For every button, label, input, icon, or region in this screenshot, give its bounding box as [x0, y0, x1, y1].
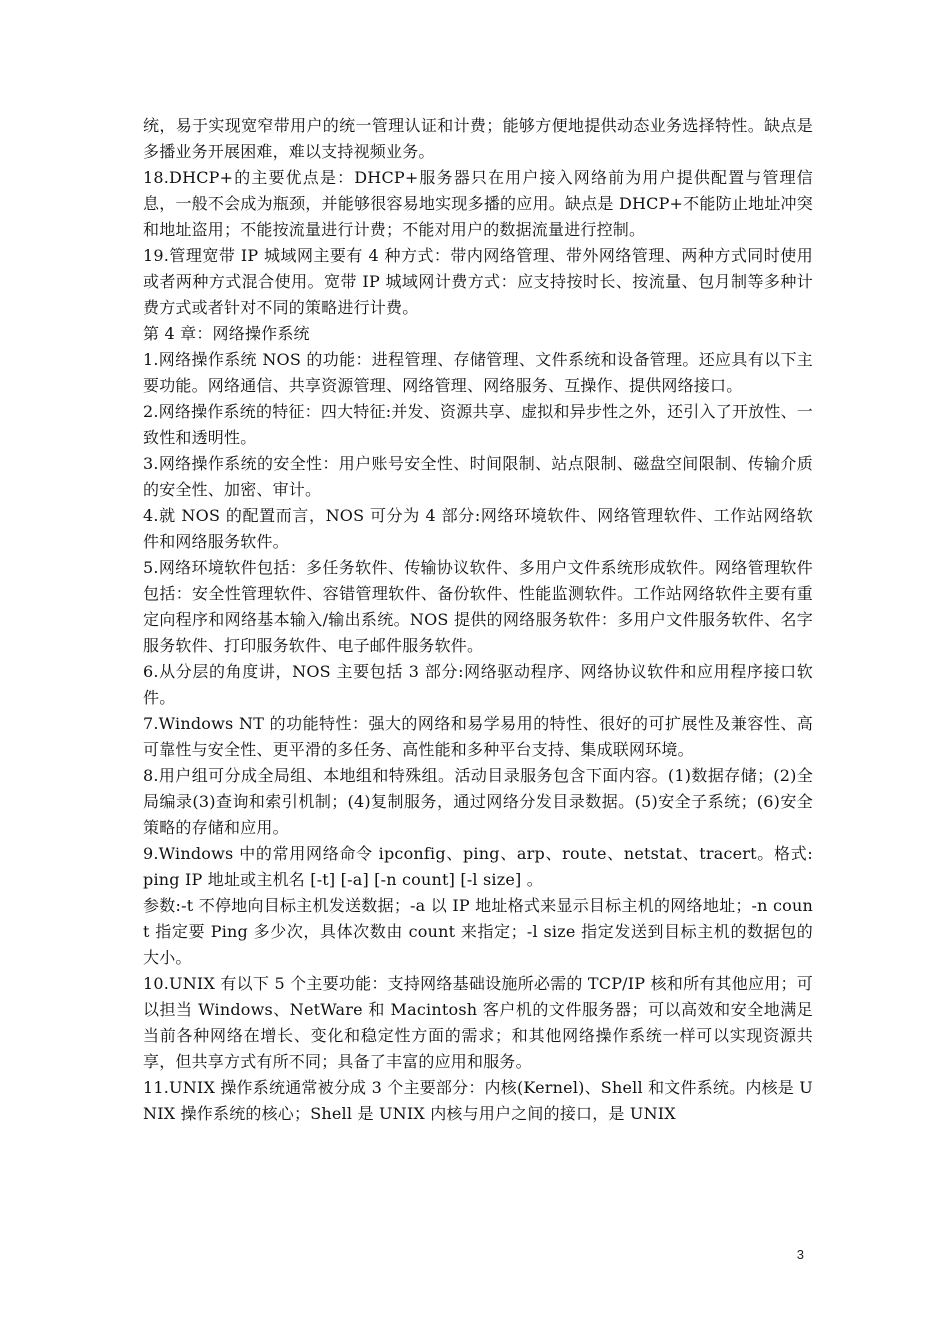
paragraph-8-user-groups: 8.用户组可分成全局组、本地组和特殊组。活动目录服务包含下面内容。(1)数据存储；(2)全局编录(3)查询和索引机制；(4)复制服务，通过网络分发目录数据。(5)安全子系统；(6)安全策略的存储和应用。 [143, 766, 813, 837]
paragraph-9-parameters: 参数:-t 不停地向目标主机发送数据；-a 以 IP 地址格式来显示目标主机的网络地址；-n count 指定要 Ping 多少次，具体次数由 count 来指定；-l size 指定发送到目标主机的数据包的大小。 [143, 896, 813, 967]
paragraph-5-software: 5.网络环境软件包括：多任务软件、传输协议软件、多用户文件系统形成软件。网络管理软件包括：安全性管理软件、容错管理软件、备份软件、性能监测软件。工作站网络软件主要有重定向程序和网络基本输入/输出系统。NOS 提供的网络服务软件：多用户文件服务软件、名字服务软件、打印服务软件、电子邮件服务软件。 [143, 558, 813, 655]
paragraph-1-nos-functions: 1.网络操作系统 NOS 的功能：进程管理、存储管理、文件系统和设备管理。还应具有以下主要功能。网络通信、共享资源管理、网络管理、网络服务、互操作、提供网络接口。 [143, 350, 813, 395]
page-number: 3 [796, 1247, 804, 1262]
paragraph-4-nos-config: 4.就 NOS 的配置而言，NOS 可分为 4 部分:网络环境软件、网络管理软件、工作站网络软件和网络服务软件。 [143, 506, 813, 551]
paragraph-18-dhcp: 18.DHCP+的主要优点是：DHCP+服务器只在用户接入网络前为用户提供配置与管理信息，一般不会成为瓶颈，并能够很容易地实现多播的应用。缺点是 DHCP+不能防止地址冲突和地址盗用；不能按流量进行计费；不能对用户的数据流量进行控制。 [143, 168, 813, 239]
paragraph-2-nos-features: 2.网络操作系统的特征：四大特征:并发、资源共享、虚拟和异步性之外，还引入了开放性、一致性和透明性。 [143, 402, 813, 447]
paragraph-6-layers: 6.从分层的角度讲，NOS 主要包括 3 部分:网络驱动程序、网络协议软件和应用程序接口软件。 [143, 662, 813, 707]
paragraph-continuation: 统，易于实现宽窄带用户的统一管理认证和计费；能够方便地提供动态业务选择特性。缺点是多播业务开展困难，难以支持视频业务。 [143, 116, 813, 161]
paragraph-3-nos-security: 3.网络操作系统的安全性：用户账号安全性、时间限制、站点限制、磁盘空间限制、传输介质的安全性、加密、审计。 [143, 454, 813, 499]
paragraph-11-unix-parts: 11.UNIX 操作系统通常被分成 3 个主要部分：内核(Kernel)、Shell 和文件系统。内核是 UNIX 操作系统的核心；Shell 是 UNIX 内核与用户之间的接口，是 UNIX [143, 1078, 813, 1123]
paragraph-10-unix-functions: 10.UNIX 有以下 5 个主要功能：支持网络基础设施所必需的 TCP/IP 核和所有其他应用；可以担当 Windows、NetWare 和 Macintosh 客户机的文件服务器；可以高效和安全地满足当前各种网络在增长、变化和稳定性方面的需求；和其他网络操作系统一样可以实现资源共享，但共享方式有所不同；具备了丰富的应用和服务。 [143, 974, 813, 1071]
chapter-heading: 第 4 章：网络操作系统 [143, 324, 310, 343]
document-body [143, 113, 813, 1127]
paragraph-9-commands: 9.Windows 中的常用网络命令 ipconfig、ping、arp、route、netstat、tracert。格式: ping IP 地址或主机名 [-t] [-a] [-n count] [-l size] 。 [143, 844, 813, 889]
paragraph-7-windows-nt: 7.Windows NT 的功能特性：强大的网络和易学易用的特性、很好的可扩展性及兼容性、高可靠性与安全性、更平滑的多任务、高性能和多种平台支持、集成联网环境。 [143, 714, 813, 759]
paragraph-19-management: 19.管理宽带 IP 城域网主要有 4 种方式：带内网络管理、带外网络管理、两种方式同时使用或者两种方式混合使用。宽带 IP 城域网计费方式：应支持按时长、按流量、包月制等多种计费方式或者针对不同的策略进行计费。 [143, 246, 813, 317]
